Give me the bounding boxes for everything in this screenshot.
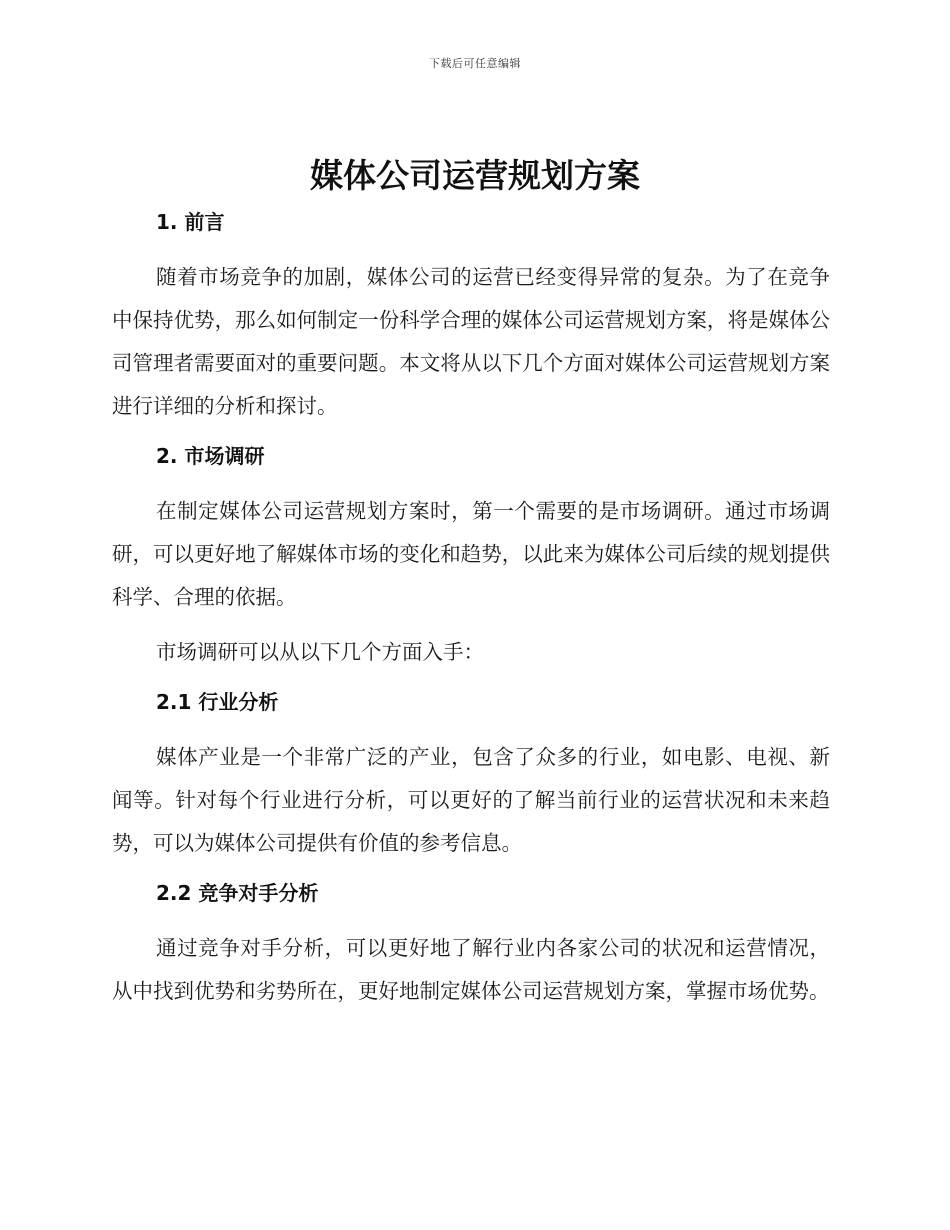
- paragraph: 市场调研可以从以下几个方面入手：: [156, 640, 484, 664]
- section-heading-preface: 1. 前言: [156, 210, 225, 234]
- paragraph: 随着市场竞争的加剧，媒体公司的运营已经变得异常的复杂。为了在竞争中保持优势，那么如何制定一份科学合理的媒体公司运营规划方案，将是媒体公司管理者需要面对的重要问题。本文将从以下几个方面对媒体公司运营规划方案进行详细的分析和探讨。: [112, 265, 830, 418]
- spacer: [112, 472, 830, 490]
- header-note: 下载后可任意编辑: [429, 57, 521, 70]
- document-title: 媒体公司运营规划方案: [310, 156, 640, 195]
- section-heading-market-research: 2. 市场调研: [156, 444, 265, 468]
- spacer: [112, 718, 830, 736]
- section-heading-industry-analysis: 2.1 行业分析: [156, 690, 279, 714]
- spacer: [112, 674, 830, 686]
- paragraph: 通过竞争对手分析，可以更好地了解行业内各家公司的状况和运营情况，从中找到优势和劣势所在，更好地制定媒体公司运营规划方案，掌握市场优势。: [112, 936, 830, 1003]
- spacer: [112, 428, 830, 440]
- paragraph: 在制定媒体公司运营规划方案时，第一个需要的是市场调研。通过市场调研，可以更好地了解媒体市场的变化和趋势，以此来为媒体公司后续的规划提供科学、合理的依据。: [112, 499, 830, 609]
- spacer: [112, 865, 830, 877]
- document-body: [112, 206, 830, 1013]
- paragraph: 媒体产业是一个非常广泛的产业，包含了众多的行业，如电影、电视、新闻等。针对每个行业进行分析，可以更好的了解当前行业的运营状况和未来趋势，可以为媒体公司提供有价值的参考信息。: [112, 745, 830, 855]
- spacer: [112, 619, 830, 631]
- spacer: [112, 909, 830, 927]
- section-heading-competitor-analysis: 2.2 竞争对手分析: [156, 881, 319, 905]
- spacer: [112, 238, 830, 256]
